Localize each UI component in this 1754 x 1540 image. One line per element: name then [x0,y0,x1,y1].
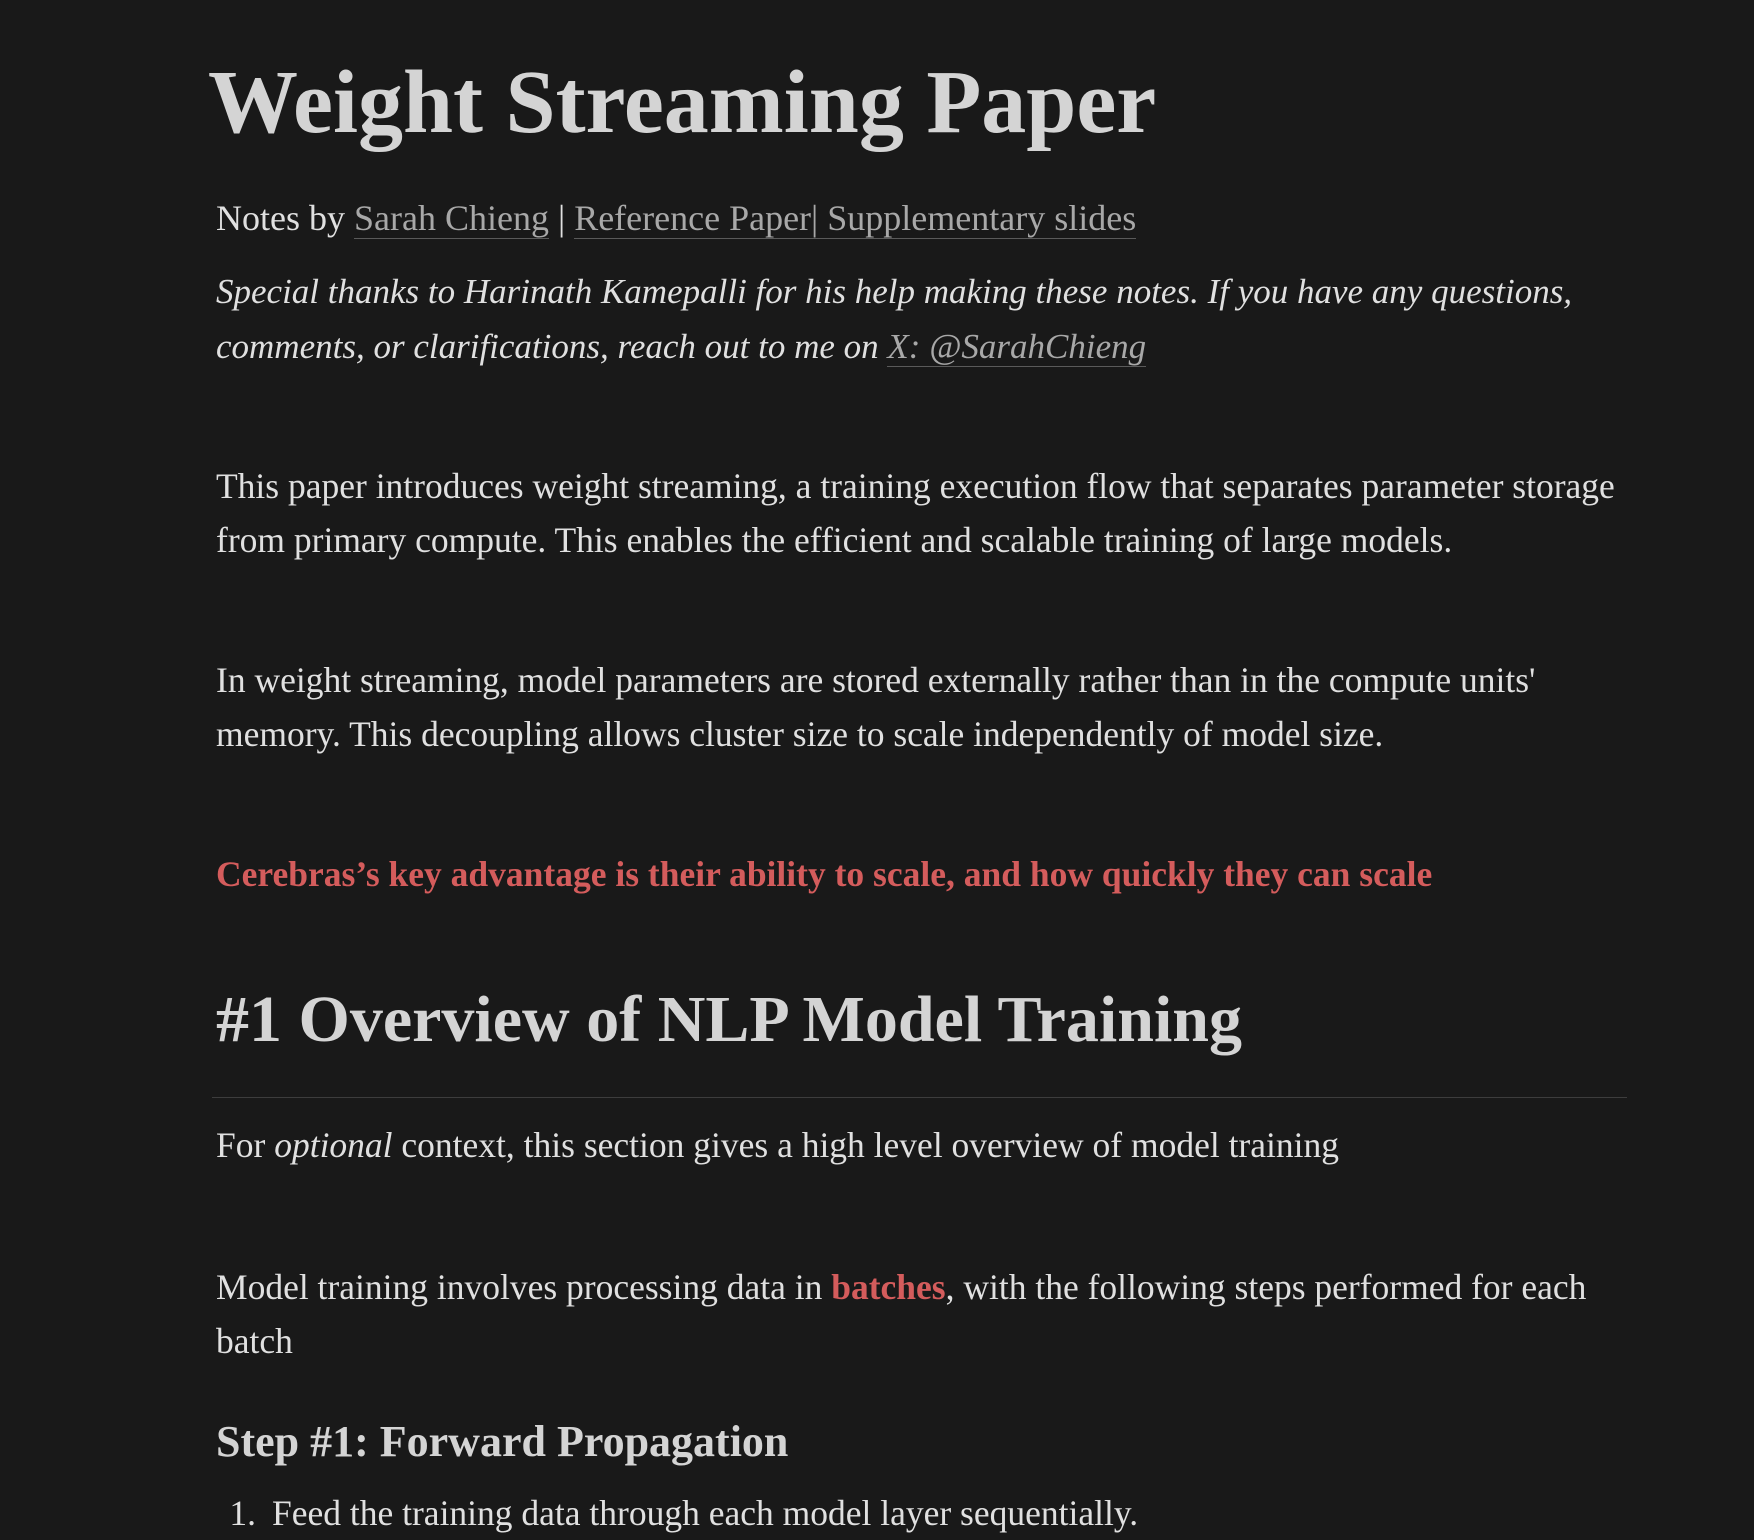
batches-paragraph [216,1260,1656,1368]
context-before: For [216,1125,275,1165]
author-link[interactable]: Sarah Chieng [354,198,549,238]
twitter-link[interactable]: X: @SarahChieng [887,327,1147,366]
step-heading: Step #1: Forward Propagation [216,1417,789,1466]
step-list [216,1486,1138,1540]
list-item-text: Feed the training data through each model layer sequentially. [272,1493,1139,1533]
reference-paper-link[interactable]: Reference Paper [574,198,812,238]
context-after: context, this section gives a high level overview of model training [392,1125,1339,1165]
byline [216,196,1136,240]
context-emphasis: optional [274,1125,393,1165]
byline-prefix: Notes by [216,198,354,238]
section-heading: #1 Overview of NLP Model Training [216,983,1242,1056]
list-item [216,1486,1138,1540]
batches-after: , with the following steps performed for each batch [216,1267,1587,1361]
acknowledgement-text: Special thanks to Harinath Kamepalli for his help making these notes. If you have any questions, comments, or clarifications, reach out to me on [216,272,1573,366]
section-divider [212,1097,1627,1098]
intro-paragraph: This paper introduces weight streaming, a training execution flow that separates parameter storage from primary compute. This enables the efficient and scalable training of large models. [216,466,1615,560]
decoupling-paragraph: In weight streaming, model parameters are stored externally rather than in the compute units' memory. This decoupling allows cluster size to scale independently of model size. [216,660,1536,754]
batches-highlight: batches [831,1267,946,1307]
context-paragraph [216,1118,1636,1172]
byline-separator: | [548,198,575,238]
acknowledgement [216,264,1646,374]
key-advantage-callout: Cerebras’s key advantage is their ability to scale, and how quickly they can scale [216,854,1433,894]
page-title: Weight Streaming Paper [208,53,1157,152]
list-item-number: 1. [229,1493,256,1533]
batches-before: Model training involves processing data in [216,1267,832,1307]
supplementary-slides-link[interactable]: | Supplementary slides [811,198,1137,238]
